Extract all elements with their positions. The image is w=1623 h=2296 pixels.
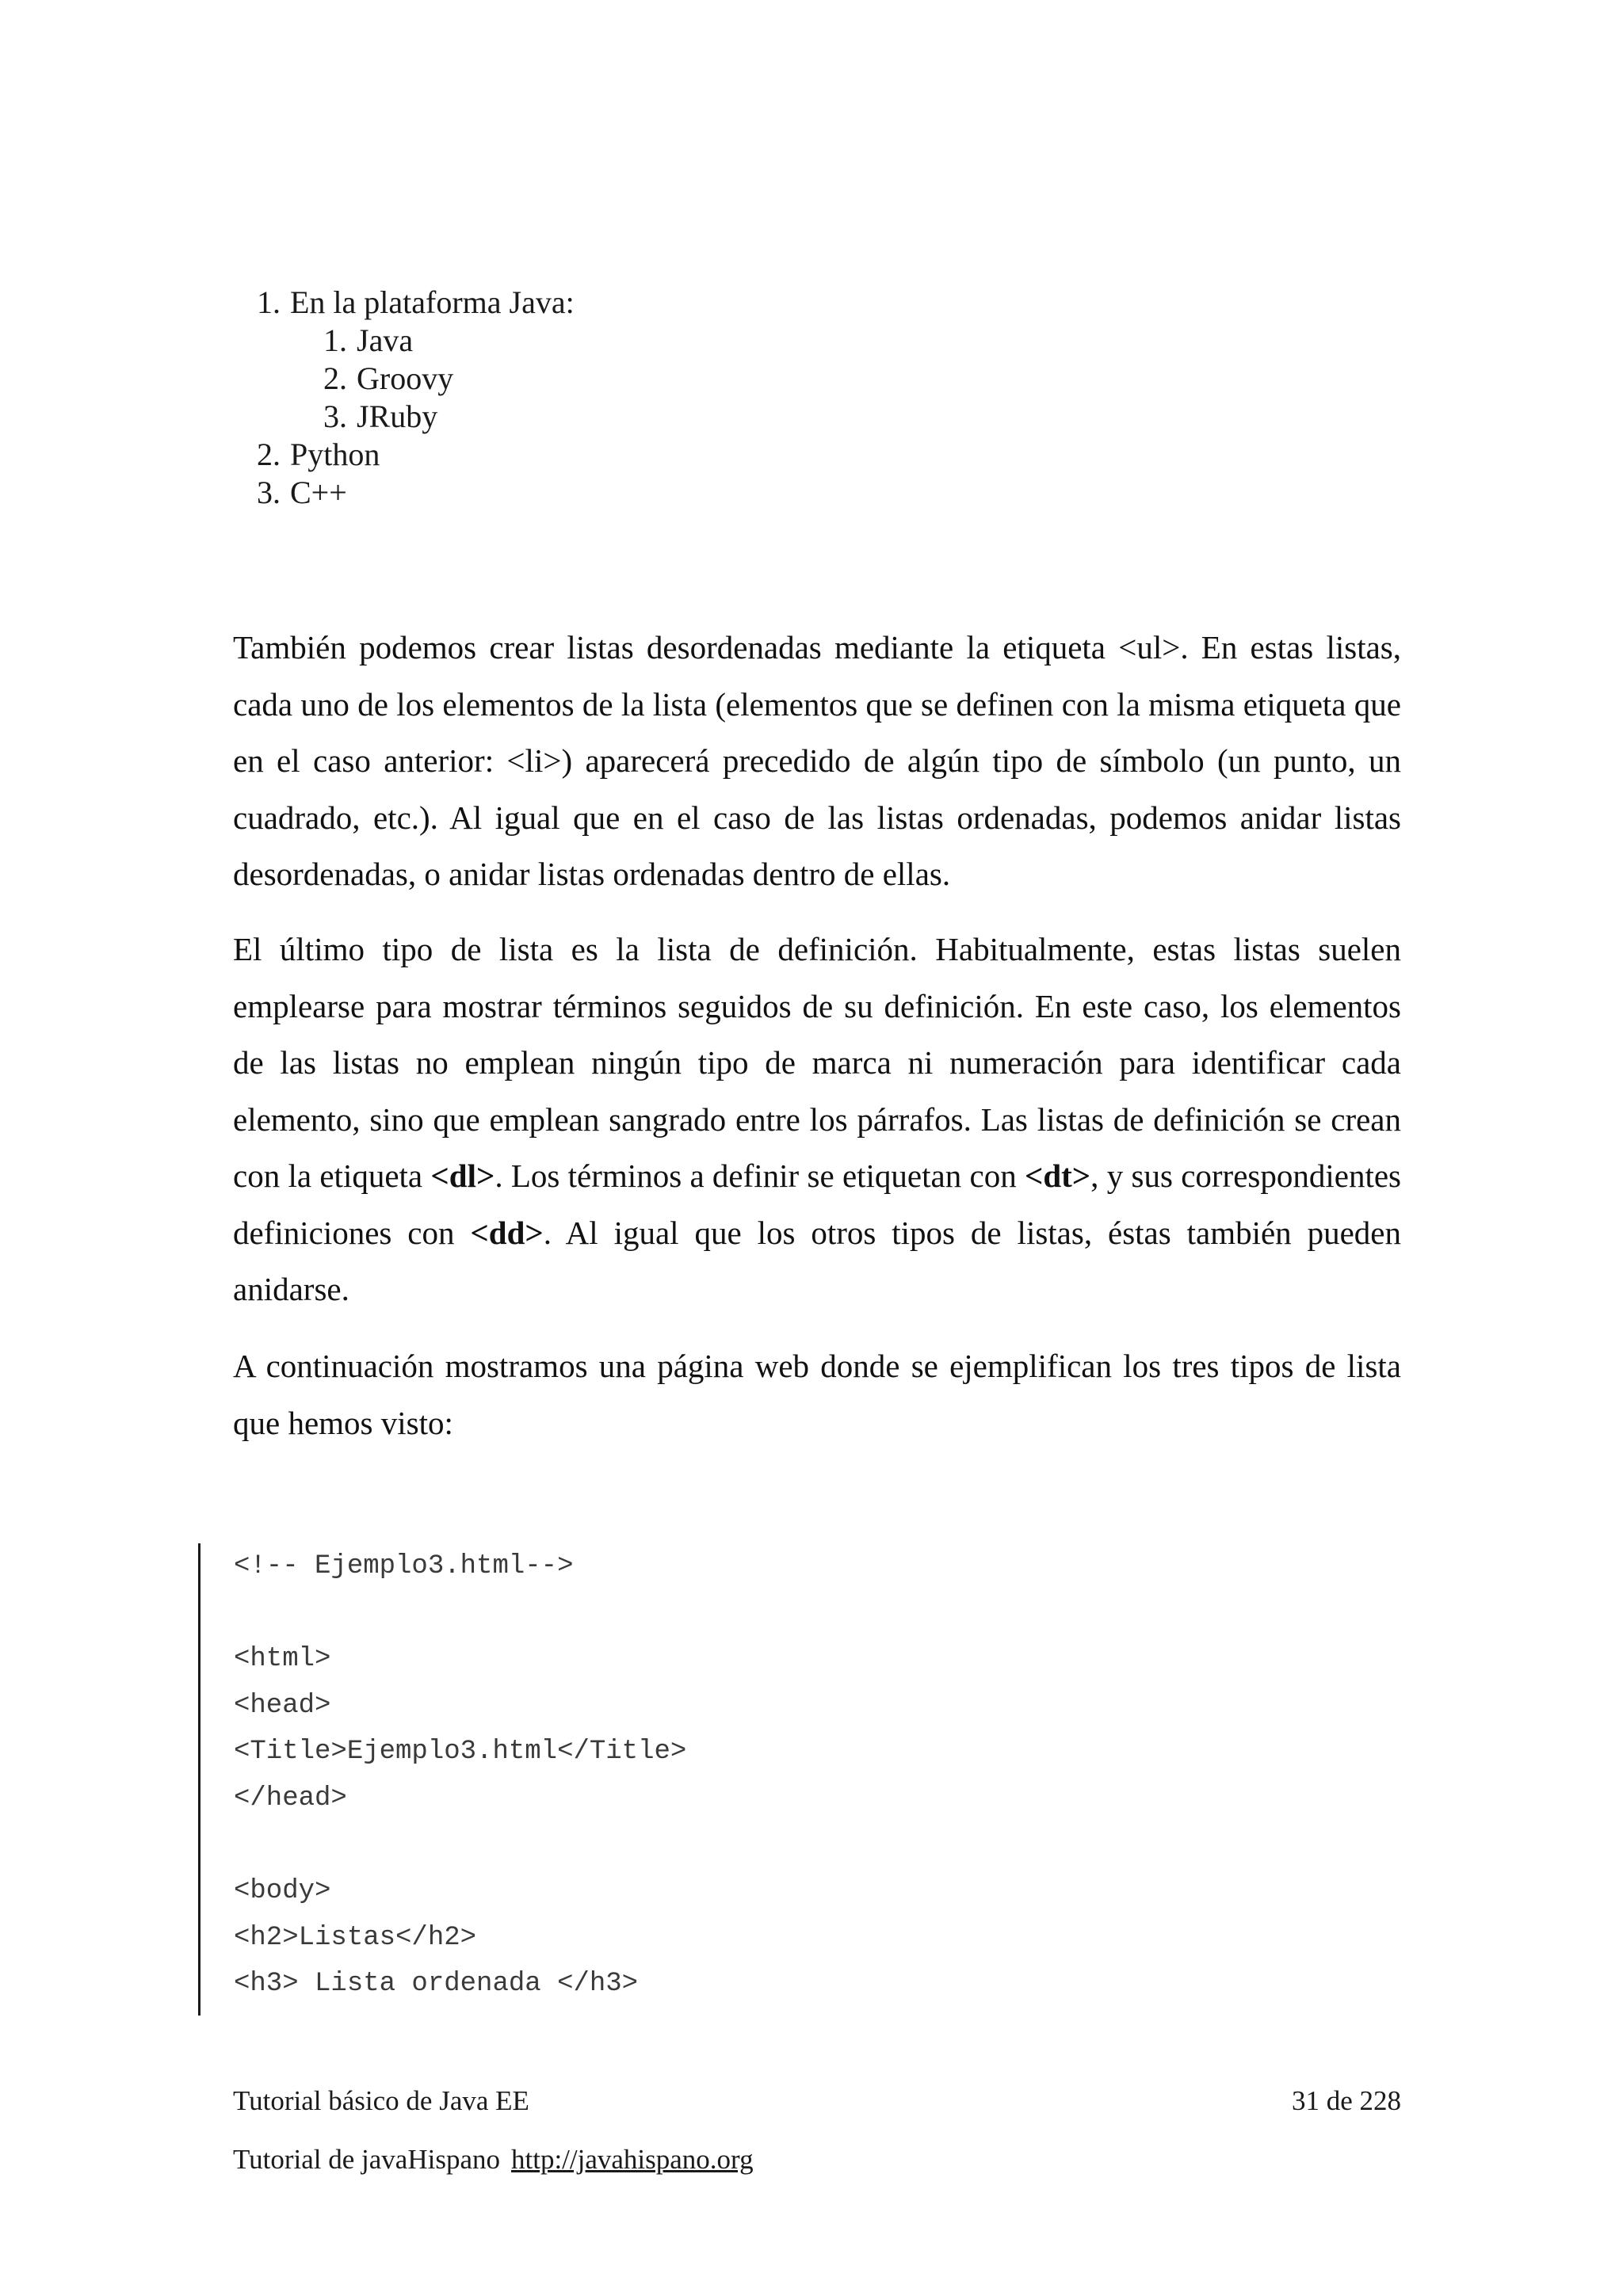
code-line: </head>	[234, 1783, 347, 1814]
list-item	[242, 474, 575, 512]
nested-list-item	[242, 360, 575, 398]
list-item-text: C++	[290, 475, 347, 510]
list-item	[242, 436, 575, 474]
footer-title: Tutorial básico de Java EE	[233, 2085, 529, 2116]
tag-dd-bold: <dd>	[470, 1214, 544, 1251]
code-block-border	[198, 1543, 200, 2016]
footer-credit	[233, 2142, 754, 2177]
nested-list-item	[242, 398, 575, 436]
paragraph-text: , y sus correspondientes definiciones con	[233, 1158, 1401, 1251]
paragraph-definition-lists	[233, 921, 1401, 1318]
code-line: <h3> Lista ordenada </h3>	[234, 1969, 639, 2000]
list-item-number: 1.	[257, 284, 281, 320]
paragraph-intro-example: A continuación mostramos una página web donde se ejemplifican los tres tipos de lista que hemos visto:	[233, 1348, 1401, 1441]
code-line	[234, 1822, 686, 1869]
list-item-text: Python	[290, 437, 380, 472]
paragraph-text: . Los términos a definir se etiquetan con	[495, 1158, 1025, 1194]
list-item-number: 1.	[323, 322, 347, 358]
tag-dt-bold: <dt>	[1024, 1158, 1091, 1194]
list-item-text: Groovy	[357, 360, 454, 396]
code-line: <html>	[234, 1644, 331, 1675]
code-line	[234, 1590, 686, 1637]
code-block	[234, 1543, 686, 2008]
list-item-text: Java	[357, 322, 414, 358]
list-item-text: JRuby	[357, 399, 438, 434]
code-line: <h2>Listas</h2>	[234, 1922, 477, 1953]
ordered-list-example	[242, 284, 575, 512]
list-item-number: 3.	[257, 475, 281, 510]
list-item	[242, 284, 575, 322]
code-line: <head>	[234, 1690, 331, 1721]
footer-credit-text: Tutorial de javaHispano	[233, 2144, 500, 2175]
page-number: 31 de 228	[1291, 2085, 1401, 2116]
nested-list-item	[242, 322, 575, 360]
paragraph-unordered-lists: También podemos crear listas desordenadas mediante la etiqueta <ul>. En estas listas, cada uno de los elementos de la lista (elementos que se definen con la misma etiqueta que en el caso anterior: <li>) aparecerá precedido de algún tipo de símbolo (un punto, un cuadrado, etc.). Al igual que en el caso de las listas ordenadas, podemos anidar listas desordenadas, o anidar listas ordenadas dentro de ellas.	[233, 629, 1401, 892]
list-item-number: 2.	[257, 437, 281, 472]
paragraph-text: El último tipo de lista es la lista de definición. Habitualmente, estas listas suelen emplearse para mostrar términos seguidos de su definición. En este caso, los elementos de las listas no emplean ningún tipo de marca ni numeración para identificar cada elemento, sino que emplean sangrado entre los párrafos. Las listas de definición se crean con la etiqueta	[233, 931, 1401, 1194]
list-item-text: En la plataforma Java:	[290, 284, 575, 320]
paragraph-text: . Al igual que los otros tipos de listas, éstas también pueden anidarse.	[233, 1214, 1401, 1307]
list-item-number: 3.	[323, 399, 347, 434]
list-item-number: 2.	[323, 360, 347, 396]
tag-dl-bold: <dl>	[430, 1158, 495, 1194]
code-line: <body>	[234, 1876, 331, 1907]
code-line: <!-- Ejemplo3.html-->	[234, 1551, 574, 1581]
footer-link[interactable]: http://javahispano.org	[511, 2144, 754, 2175]
code-line: <Title>Ejemplo3.html</Title>	[234, 1737, 687, 1768]
